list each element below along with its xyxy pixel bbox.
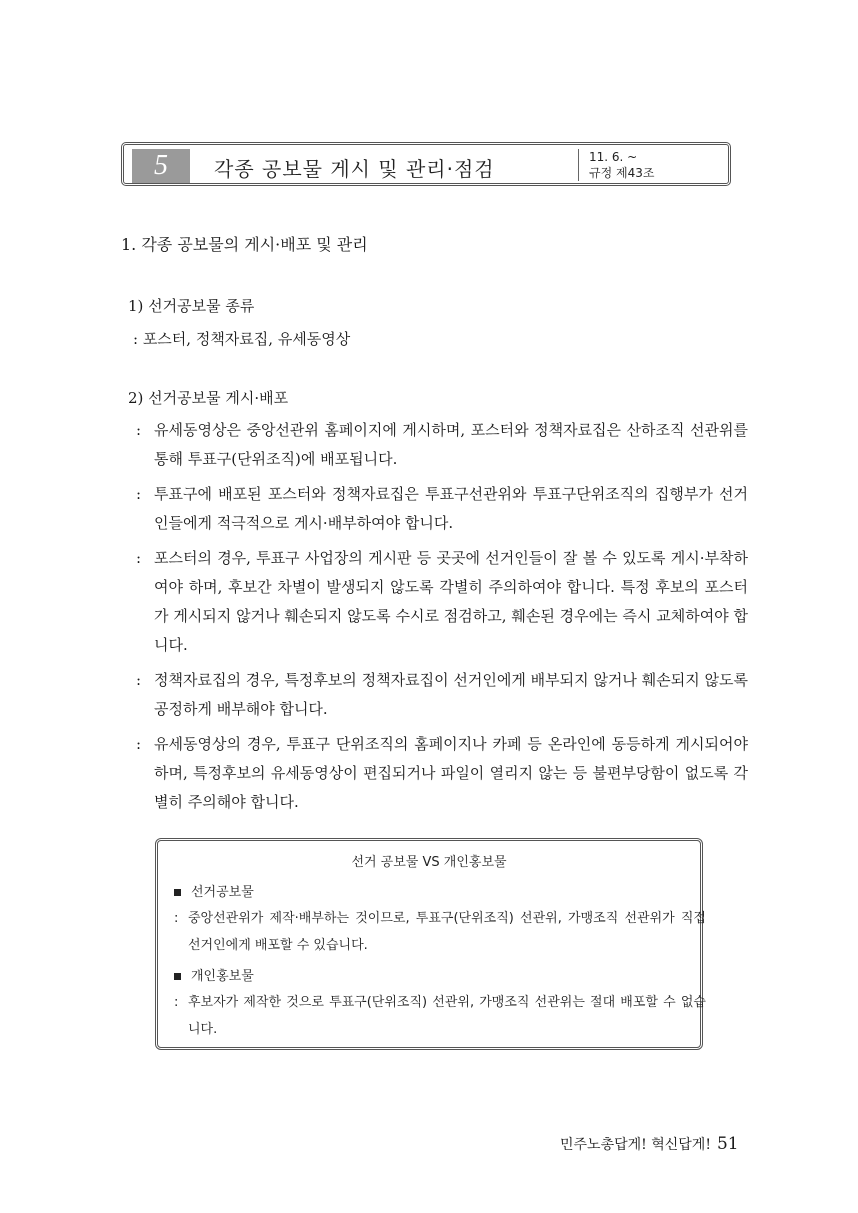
section-title: 각종 공보물 게시 및 관리·점검 [214, 157, 495, 181]
sub2-heading: 2) 선거공보물 게시·배포 [128, 389, 289, 407]
page-number: 51 [716, 1134, 739, 1154]
main-heading: 1. 각종 공보물의 게시·배포 및 관리 [121, 235, 368, 254]
note-title: 선거 공보물 VS 개인홍보물 [351, 855, 507, 870]
sub1-content: : 포스터, 정책자료집, 유세동영상 [133, 330, 351, 348]
note-item-campaign: 선거공보물 [174, 881, 254, 900]
section-number: 5 [132, 149, 190, 183]
note-desc-personal: : 후보자가 제작한 것으로 투표구(단위조직) 선관위, 가맹조직 선관위는 절대 배포할 수 없습니다. [174, 995, 706, 1037]
square-bullet-icon [174, 973, 181, 980]
page-footer [560, 1134, 739, 1154]
footer-slogan: 민주노총답게! 혁신답게! [560, 1137, 711, 1153]
square-bullet-icon [174, 889, 181, 896]
bullet-item: : 포스터의 경우, 투표구 사업장의 게시판 등 곳곳에 선거인들이 잘 볼 수 있도록 게시·부착하여야 하며, 후보간 차별이 발생되지 않도록 각별히 주의하여야 합니다. 특정 후보의 포스터가 게시되지 않거나 훼손되지 않도록 수시로 점검하고, 훼손된 경우에는 즉시 교체하여야 합니다. [136, 549, 748, 654]
note-item-personal: 개인홍보물 [174, 965, 254, 984]
section-meta [578, 149, 654, 181]
bullet-item: : 유세동영상은 중앙선관위 홈페이지에 게시하며, 포스터와 정책자료집은 산하조직 선관위를 통해 투표구(단위조직)에 배포됩니다. [136, 421, 748, 468]
section-date: 11. 6. ~ [589, 150, 638, 164]
bullet-item: : 정책자료집의 경우, 특정후보의 정책자료집이 선거인에게 배부되지 않거나 훼손되지 않도록 공정하게 배부해야 합니다. [136, 671, 748, 718]
section-rule: 규정 제43조 [589, 166, 655, 180]
section-header [121, 142, 731, 186]
comparison-note-box [155, 838, 706, 1050]
bullet-item: : 투표구에 배포된 포스터와 정책자료집은 투표구선관위와 투표구단위조직의 집행부가 선거인들에게 적극적으로 게시·배부하여야 합니다. [136, 485, 748, 532]
bullet-item: : 유세동영상의 경우, 투표구 단위조직의 홈페이지나 카페 등 온라인에 동등하게 게시되어야 하며, 특정후보의 유세동영상이 편집되거나 파일이 열리지 않는 등 불편부당함이 없도록 각별히 주의해야 합니다. [136, 735, 748, 811]
sub1-heading: 1) 선거공보물 종류 [128, 297, 255, 315]
sub2-bullets [136, 416, 748, 823]
note-desc-campaign: : 중앙선관위가 제작·배부하는 것이므로, 투표구(단위조직) 선관위, 가맹조직 선관위가 직접 선거인에게 배포할 수 있습니다. [174, 911, 706, 953]
